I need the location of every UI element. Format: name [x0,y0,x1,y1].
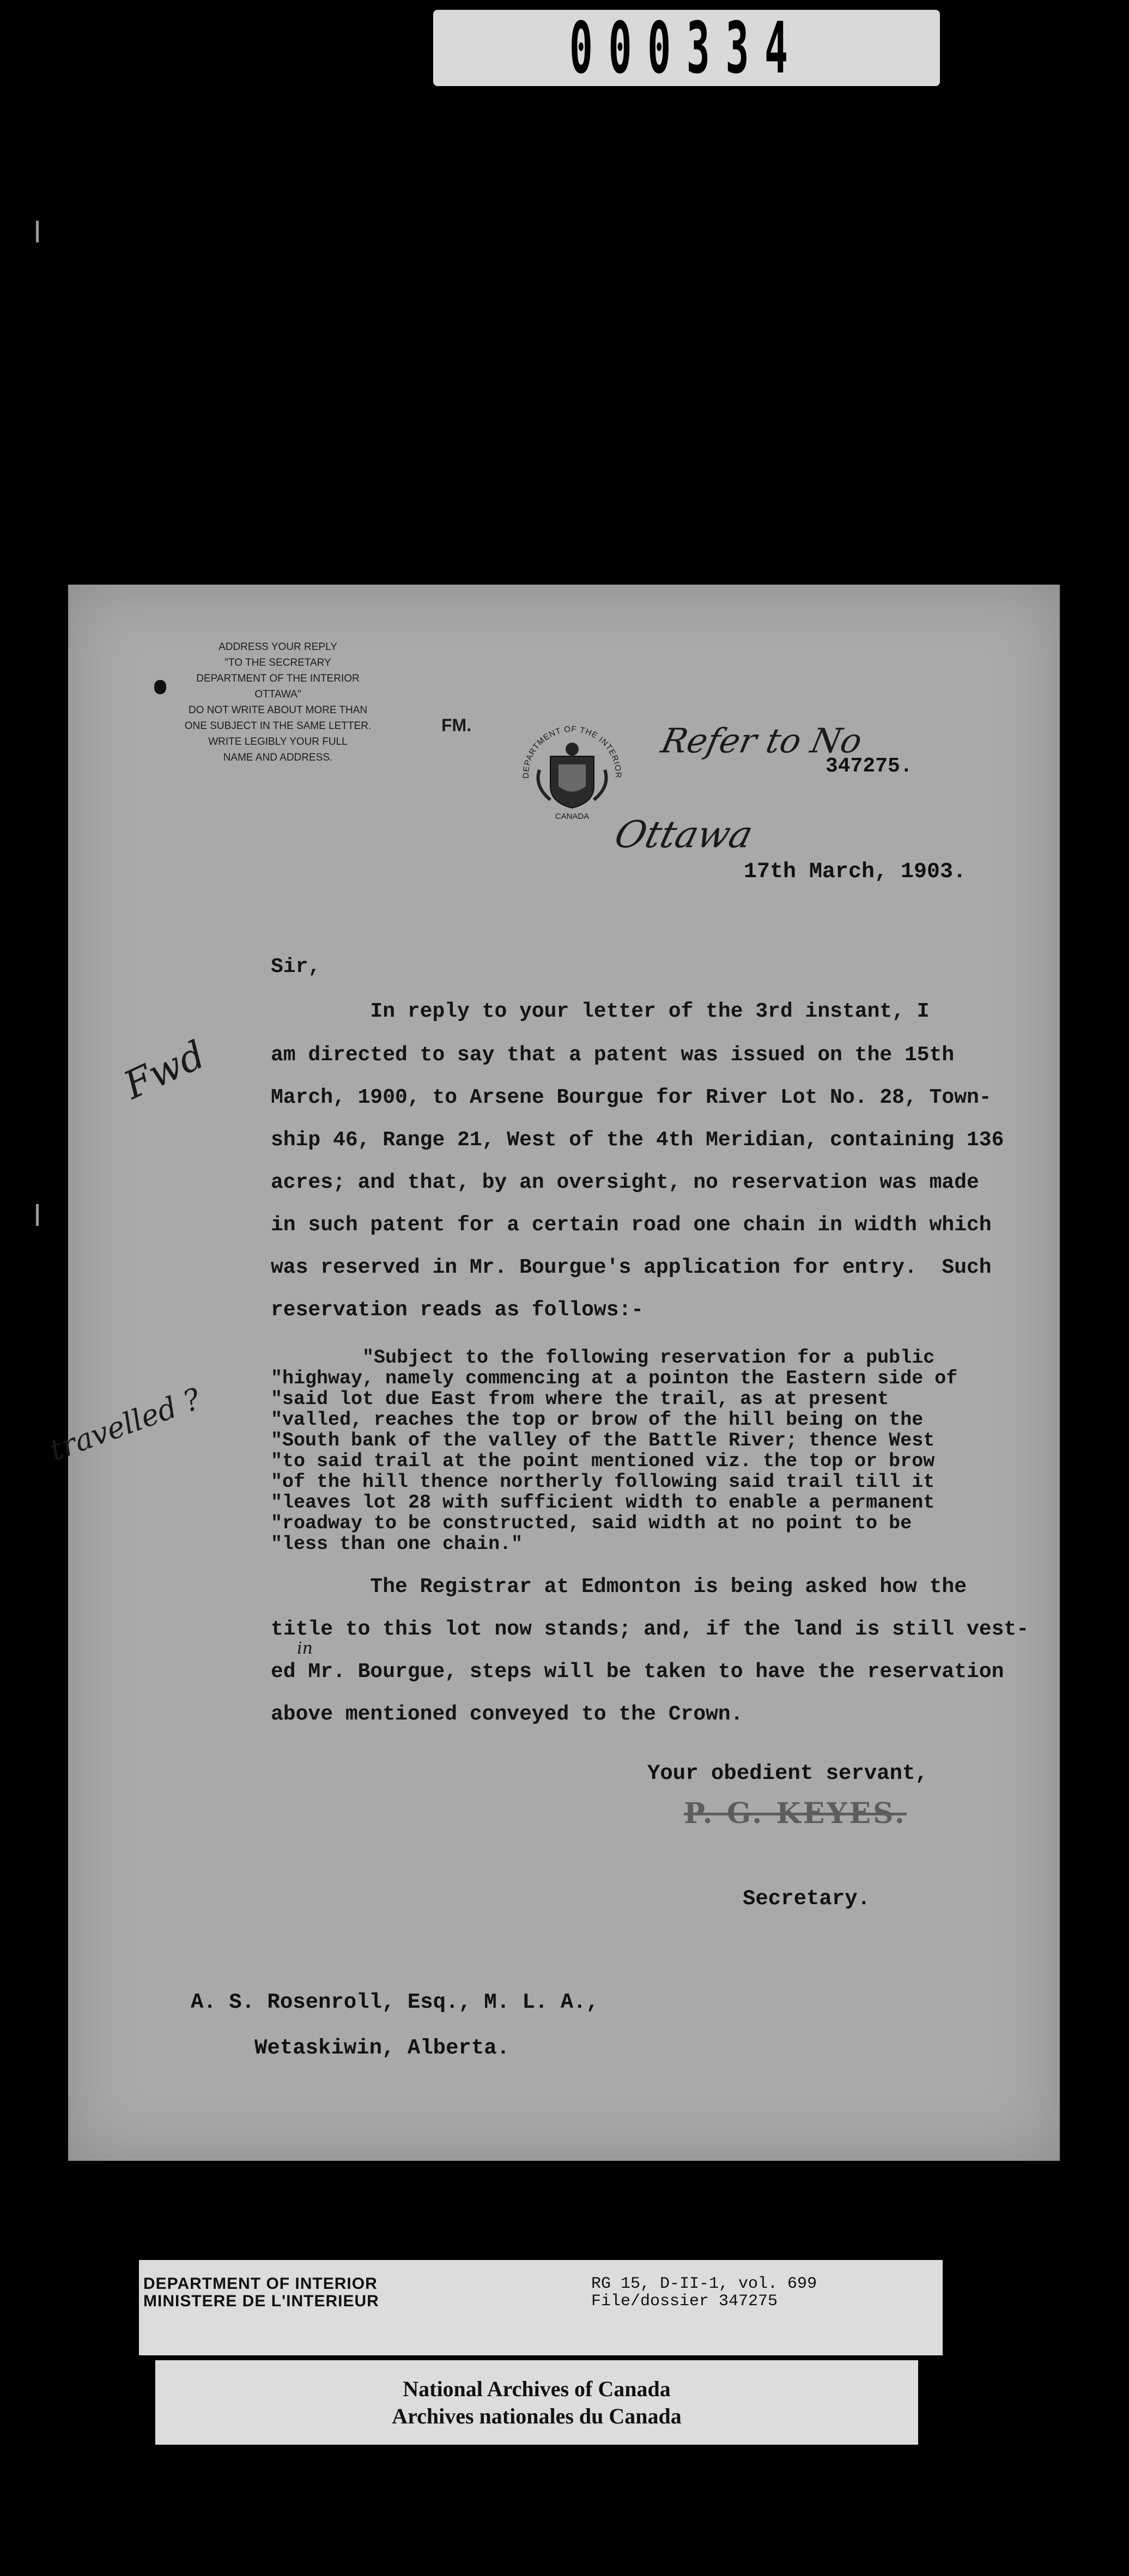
body-line: title to this lot now stands; and, if the land is still vest- [271,1618,1029,1641]
quote-line: "less than one chain." [271,1533,523,1555]
letter-page [45,585,1060,2161]
film-edge-mark [36,1204,39,1226]
body-line: above mentioned conveyed to the Crown. [271,1703,743,1726]
quote-line: "to said trail at the point mentioned viz. the top or brow [271,1450,935,1472]
department-seal-icon [512,710,632,824]
instruction-line: ONE SUBJECT IN THE SAME LETTER. [184,720,372,732]
body-line: was reserved in Mr. Bourgue's application for entry. Such [271,1256,992,1279]
file-reference-number: 347275. [825,755,913,778]
archive-reference [591,2275,817,2310]
salutation: Sir, [271,955,321,979]
handwritten-insertion: in [297,1639,313,1658]
quote-line: "said lot due East from where the trail, as at present [271,1388,889,1410]
instruction-line: WRITE LEGIBLY YOUR FULL [208,736,348,748]
signature-stamp: P. G. KEYES. [684,1797,907,1830]
body-line: The Registrar at Edmonton is being asked how the [271,1575,967,1599]
body-line: ed Mr. Bourgue, steps will be taken to have the reservation [271,1660,1004,1684]
body-line: March, 1900, to Arsene Bourgue for River Lot No. 28, Town- [271,1086,992,1109]
quote-line: "roadway to be constructed, said width at no point to be [271,1512,912,1534]
addressee-line: A. S. Rosenroll, Esq., M. L. A., [191,1990,599,2014]
file-dossier: File/dossier 347275 [591,2292,778,2311]
archives-name-fr: Archives nationales du Canada [392,2403,682,2428]
refer-to-label: Refer to No [658,721,866,761]
quote-line: "South bank of the valley of the Battle River; thence West [271,1430,935,1451]
instruction-line: DO NOT WRITE ABOUT MORE THAN [188,704,368,716]
initials-fm: FM. [441,715,472,735]
body-line: am directed to say that a patent was issued on the 15th [271,1043,955,1067]
film-edge-mark [36,221,39,242]
instruction-line: DEPARTMENT OF THE INTERIOR [196,673,360,684]
closing: Your obedient servant, [647,1761,928,1785]
body-line: In reply to your letter of the 3rd instant, I [271,1000,930,1023]
instruction-line: NAME AND ADDRESS. [223,752,333,763]
signer-title: Secretary. [743,1887,871,1911]
reply-instructions [163,639,392,765]
body-line: reservation reads as follows:- [271,1298,644,1322]
quote-line: "highway, namely commencing at a pointon the Eastern side of [271,1368,958,1389]
quote-line: "leaves lot 28 with sufficient width to enable a permanent [271,1492,935,1514]
letter-date: 17th March, 1903. [744,860,967,884]
date-place: Ottawa [610,813,757,856]
department-names [143,2275,379,2310]
instruction-line: OTTAWA" [254,689,301,700]
handwritten-initials: Fwd [117,1032,212,1108]
svg-text:DEPARTMENT OF THE INTERIOR: DEPARTMENT OF THE INTERIOR [521,724,623,779]
frame-number: 000334 [433,10,940,86]
addressee-block [191,1979,599,2071]
quote-line: "of the hill thence northerly following said trail till it [271,1471,935,1493]
addressee-line: Wetaskiwin, Alberta. [191,2036,510,2060]
instruction-line: ADDRESS YOUR REPLY [218,641,337,653]
quote-line: "Subject to the following reservation for a public [271,1347,935,1369]
department-en: DEPARTMENT OF INTERIOR [143,2275,378,2293]
body-line: ship 46, Range 21, West of the 4th Meridian, containing 136 [271,1128,1004,1152]
archives-name-en: National Archives of Canada [403,2376,671,2401]
archives-label [155,2360,918,2445]
archive-reference-strip [139,2260,943,2355]
quote-line: "valled, reaches the top or brow of the hill being on the [271,1409,924,1431]
department-fr: MINISTERE DE L'INTERIEUR [143,2292,379,2310]
instruction-line: "TO THE SECRETARY [224,657,331,669]
handwritten-margin-query: travelled ? [45,1381,205,1468]
body-line: acres; and that, by an oversight, no reservation was made [271,1171,979,1194]
svg-text:CANADA: CANADA [555,812,590,821]
record-group: RG 15, D-II-1, vol. 699 [591,2275,817,2293]
body-line: in such patent for a certain road one chain in width which [271,1213,992,1237]
